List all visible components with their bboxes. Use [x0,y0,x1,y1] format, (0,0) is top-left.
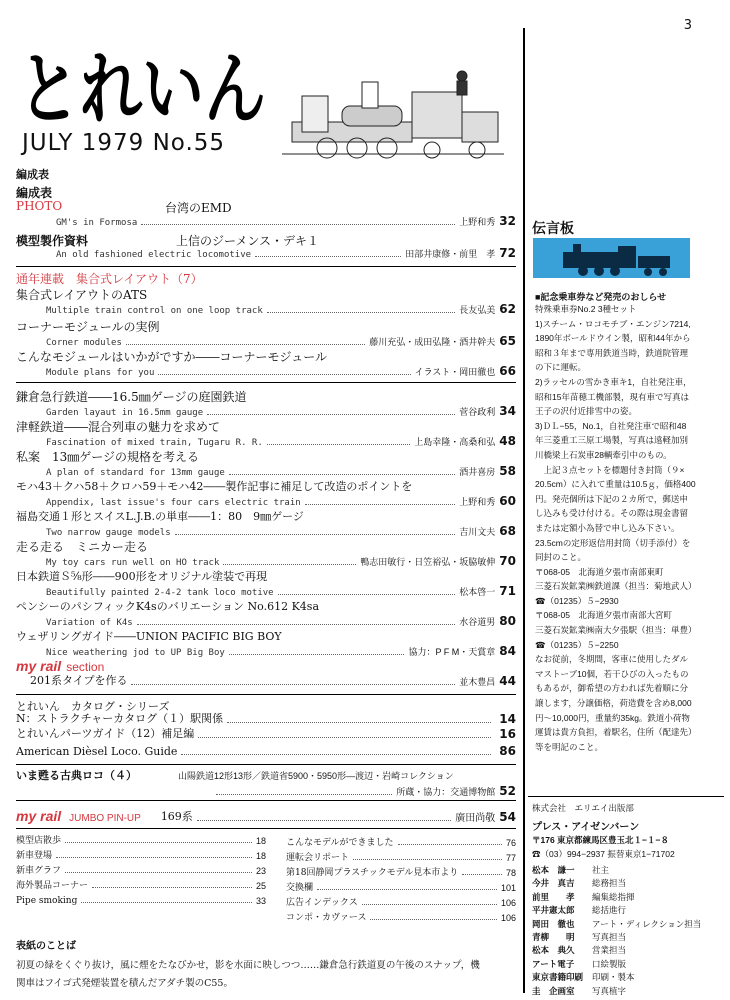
toc-row-koten[interactable]: 所蔵・協力：交通博物館 52 [16,784,516,798]
a2-title: 津軽鉄道――混合列車の魅力を求めて [16,420,221,434]
a3-title: 私案 13㎜ゲージの規格を考える [16,450,200,464]
toc-subheader: 編成表 [16,186,53,200]
toc-header: 編成表 [16,168,49,181]
list-item[interactable]: 広告インデックス 106 [286,898,516,908]
notice-line: 特殊乗車券No.2 3種セット [535,304,637,314]
toc-row-c3[interactable]: とれいんパーツガイド（12）補足編 16 [16,727,516,741]
toc-row-s1[interactable]: Multiple train control on one loop track 長友弘美 62 [46,302,516,316]
staff-row: 前里 孝 編集総指揮 [532,891,635,902]
toc-row-a4[interactable]: Appendix, last issue's four cars electric train 上野和秀 60 [46,494,516,508]
toc-row-a7[interactable]: Beautifully painted 2-4-2 tank loco motive 松本啓一 71 [46,584,516,598]
catalog-series-title: とれいん カタログ・シリーズ [16,700,170,713]
photo-label: PHOTO [16,199,63,213]
notice-line: もあるが，御希望の方われば先着順に分 [535,683,689,694]
a6-title: 走る走る ミニカー走る [16,540,149,554]
serial-label: 通年連載 集合式レイアウト（7） [16,272,203,286]
notice-line: 〒068-05 北海道夕張市南部大宮町 [535,610,672,621]
notice-line: 等を明記のこと。 [535,741,604,752]
toc-row-s3[interactable]: Module plans for you イラスト・岡田徹也 66 [46,364,516,378]
toc-row-a8[interactable]: Variation of K4s 水谷道男 80 [46,614,516,628]
a8-title: ペンシーのパシフィックK4sのバリエーション No.612 K4sa [16,600,320,613]
notice-line: ☎（01235）５−2930 [535,595,619,606]
notice-line: 運賃は貴方負担，着駅名，住所（配達先） [535,727,697,738]
notice-line: 王子の沢付近排雪中の姿。 [535,406,638,417]
divider [16,828,516,829]
list-item[interactable]: 運転会リポート 77 [286,853,516,863]
list-item[interactable]: こんなモデルができました 76 [286,838,516,848]
staff-row: 松本 謙一 社主 [532,865,610,875]
notice-line: し込みも受け付ける。その際は現金書留 [535,508,689,519]
staff-row: 東京書籍印刷 印刷・製本 [532,972,635,983]
notice-line: の下に運転。 [535,362,587,373]
notice-line: 1890年ボールドウイン製，昭和44年から [535,333,691,344]
notice-line: 3)ＤＬ−55，No.1，自社発注車で昭和48 [535,420,687,431]
notice-line: 三菱石炭鉱業㈱南大夕張駅（担当：単豊） [535,625,697,636]
cover-line2: 関車はフイゴ式発煙装置を積んだアダチ製のC55。 [16,978,233,989]
list-item[interactable]: 第18回静岡プラスチックモデル見本市より 78 [286,868,516,878]
notice-line: 三菱石炭鉱業㈱鉄道課（担当：菊地武人） [535,581,697,592]
notice-line: 円。発売個所は下記の２カ所で，郵送申 [535,493,688,504]
notice-line: 2)ラッセルの雪かき車キ1，自社発注車， [535,376,692,387]
model-label: 模型製作資料 [16,234,89,248]
locomotive-illustration [282,62,504,168]
cover-line1: 初夏の緑をくぐり抜け，風に煙をたなびかせ，影を水面に映しつつ……鎌倉急行鉄道夏の午後のスナップ，機 [16,960,480,971]
notice-line: 年三菱重工三原工場製，写真は遠軽加別 [535,435,689,446]
staff-row: 平井憲太郎 総括進行 [532,905,627,916]
notice-line: なお従前，冬期間，客車に使用したダル [535,654,689,665]
publisher-name: プレス・アイゼンバーン [532,822,640,833]
koten-title: いま甦る古典ロコ（４） [16,769,137,782]
notice-line: 譲します，分譲価格，荷造費を含め8,000 [535,698,692,709]
notice-line: 1)スチーム・ロコモチブ・エンジン7214, [535,318,691,329]
notice-line: 23.5cmの定形返信用封筒（切手添付）を [535,537,691,548]
list-item[interactable]: 模型店散歩 18 [16,836,266,846]
a1-title: 鎌倉急行鉄道――16.5㎜ゲージの庭園鉄道 [16,390,247,404]
publisher-company: 株式会社 エリエイ出版部 [532,803,634,813]
toc-row-a5[interactable]: Two narrow gauge models 吉川文夫 68 [46,524,516,538]
toc-row-a3[interactable]: A plan of standard for 13mm gauge 酒井喜房 58 [46,464,516,478]
koten-sub: 山陽鉄道12形13形／鉄道省5900・5950形―渡辺・岩崎コレクション [178,771,454,781]
notice-title: ■記念乗車券など発売のおしらせ [535,292,667,302]
notice-line: 昭和15年苗穂工機部製，現有車で写真は [535,391,689,402]
divider [16,266,516,267]
locomotive-silhouette [533,238,690,278]
column-divider [523,28,525,993]
list-item[interactable]: 交換欄 101 [286,883,516,893]
divider [16,800,516,801]
notice-line: 20.5cm）に入れて重量は10.5ｇ，価格400 [535,479,696,490]
notice-line: 〒068-05 北海道夕張市南部東町 [535,566,664,577]
divider [528,796,724,797]
publisher-phone: ☎（03）994−2937 振替東京1−71702 [532,849,675,859]
publisher-address: 〒176 東京都練馬区豊玉北１−１−８ [532,835,669,845]
notice-body [535,302,697,754]
list-item[interactable]: 新車登場 18 [16,851,266,861]
divider [16,694,516,695]
list-item[interactable]: 新車グラフ 23 [16,866,266,876]
cover-heading: 表紙のことば [16,941,76,952]
notice-line: または定額小為替で申し込み下さい。 [535,522,680,533]
toc-row-c2[interactable]: N：ストラクチャーカタログ（１）駅関係 14 [16,712,516,726]
toc-row-s2[interactable]: Corner modules 藤川充弘・成田弘隆・酒井幹夫 65 [46,334,516,348]
a7-title: 日本鉄道Ｓ⅝形――900形をオリジナル塗装で再現 [16,570,268,583]
a9-title: ウェザリングガイド――UNION PACIFIC BIG BOY [16,630,282,643]
toc-row-model[interactable]: An old fashioned electric locomotive 田部井康修・前里 孝 72 [56,246,516,260]
a4-title: モハ43＋クハ58＋クロハ59＋モハ42――製作記事に補足して改造のポイントを [16,480,413,493]
notice-line: 昭和３年まで専用鉄道当時，鉄道院管理 [535,347,689,358]
s1-title: 集合式レイアウトのATS [16,288,148,302]
s3-title: こんなモジュールはいかがですか――コーナーモジュール [16,350,328,364]
divider [16,764,516,765]
notice-line: 円〜10,000円，重量約35kg。鉄道小荷物 [535,712,690,723]
toc-row-mr1[interactable]: 201系タイプを作る 並木豊昌 44 [30,674,516,688]
toc-row-a1[interactable]: Garden layaut in 16.5mm gauge 菅谷政利 34 [46,404,516,418]
photo-title: 台湾のEMD [165,201,232,215]
toc-row-a2[interactable]: Fascination of mixed train, Tugaru R. R. 上島幸隆・高桑和弘 48 [46,434,516,448]
list-item[interactable]: Pipe smoking 33 [16,896,266,906]
toc-row-c4[interactable]: American Dièsel Loco. Guide 86 [16,744,516,758]
notice-line: マストーブ10個，若干ひびの入ったもの [535,668,689,679]
toc-row-jumbo[interactable]: my rail JUMBO PIN-UP 169系 廣田尚敬 54 [16,808,516,824]
s2-title: コーナーモジュールの実例 [16,320,160,334]
staff-row: 岡田 徹也 アート・ディレクション担当 [532,918,702,929]
list-item[interactable]: コンポ・カヴァース 106 [286,913,516,923]
notice-line: 川橋梁上石炭車28輌牽引中のもの。 [535,449,672,460]
issue-label: JULY 1979 No.55 [22,130,226,156]
staff-row: 松本 典久 営業担当 [532,945,627,956]
toc-row-photo[interactable]: GM's in Formosa 上野和秀 32 [56,214,516,228]
notice-line: ☎（01235）５−2250 [535,639,619,650]
staff-row: 圭 企画室 写真植字 [532,985,627,996]
divider [16,382,516,383]
notice-line: 上記３点セットを標題付き封筒（９× [535,464,685,475]
dengon-title: 伝言板 [532,221,574,237]
locomotive-icon [533,238,690,278]
page-number: 3 [683,18,692,33]
list-item[interactable]: 海外製品コーナー 25 [16,881,266,891]
logo-text: とれいん [18,45,266,135]
myrail-section-header: my rail section [16,658,105,674]
staff-row: 青柳 明 写真担当 [532,932,627,942]
magazine-logo [18,45,268,135]
staff-row: アート電子 口絵製版 [532,958,627,969]
model-title: 上信のジーメンス・デキ１ [176,234,320,248]
toc-row-a9[interactable]: Nice weathering jod to UP Big Boy 協力：P F M・天賞章 84 [46,644,516,658]
a5-title: 福島交通１形とスイスL.J.B.の単車――1：80 9㎜ゲージ [16,510,304,523]
toc-row-a6[interactable]: My toy cars run well on HO track 鴨志田敏行・日笠裕弘・坂脇敏伸 70 [46,554,516,568]
notice-line: 同封のこと。 [535,552,587,563]
staff-row: 今井 真吉 総務担当 [532,878,627,889]
